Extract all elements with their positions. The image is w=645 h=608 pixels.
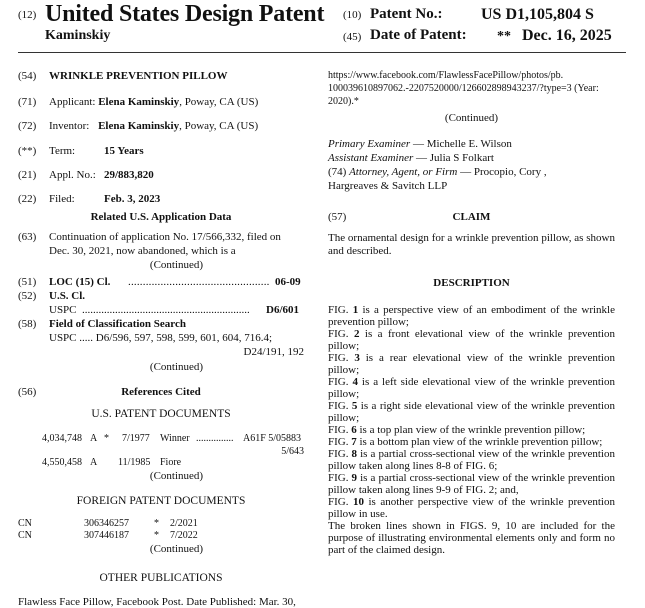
broken-lines-note: The broken lines shown in FIGS. 9, 10 are included for the purpose of illustrating environmental elements only and form no part of the claimed design. bbox=[328, 520, 615, 556]
patent-number-code: (10) bbox=[343, 9, 362, 21]
us-cl-code: (52) bbox=[18, 290, 37, 302]
attorney-firm-line-2: Hargreaves & Savitch LLP bbox=[328, 180, 448, 192]
fig-description: FIG. 4 is a left side elevational view of the wrinkle prevention pillow; bbox=[328, 376, 615, 400]
primary-examiner bbox=[328, 138, 512, 150]
foreign-ref-country: CN bbox=[18, 530, 32, 541]
title-code: (54) bbox=[18, 70, 37, 82]
claim-text: The ornamental design for a wrinkle prevention pillow, as shown and described. bbox=[328, 232, 615, 257]
other-publications-heading: OTHER PUBLICATIONS bbox=[99, 572, 223, 584]
us-cl-label: U.S. Cl. bbox=[49, 290, 86, 302]
fig-description: FIG. 9 is a partial cross-sectional view of the wrinkle prevention pillow taken along lines 9-9 of FIG. 2; and, bbox=[328, 472, 615, 496]
inventor-label: Inventor: bbox=[49, 120, 90, 132]
fig-description: FIG. 3 is a rear elevational view of the wrinkle prevention pillow; bbox=[328, 352, 615, 376]
application-number-code: (21) bbox=[18, 169, 37, 181]
term-code: (**) bbox=[18, 145, 37, 157]
us-ref-dots: ............... bbox=[196, 433, 234, 444]
us-ref-number: 4,550,458 bbox=[42, 457, 82, 468]
fig-description: FIG. 6 is a top plan view of the wrinkle prevention pillow; bbox=[328, 424, 586, 436]
publication-url-line-2: 100039610897062.-2207520000/126602898943237/?type=3 (Year: bbox=[328, 83, 599, 94]
fig-description: FIG. 8 is a partial cross-sectional view of the wrinkle prevention pillow taken along lines 8-8 of FIG. 6; bbox=[328, 448, 615, 472]
attorney-code: (74) bbox=[328, 166, 347, 178]
applicant-location: , Poway, CA (US) bbox=[179, 96, 259, 108]
continuation-line-1: Continuation of application No. 17/566,332, filed on bbox=[49, 231, 281, 243]
date-of-patent-label: Date of Patent: bbox=[370, 27, 467, 43]
field-search-code: (58) bbox=[18, 318, 37, 330]
continued-note-2: (Continued) bbox=[149, 361, 204, 373]
filed-label: Filed: bbox=[49, 193, 75, 205]
continuation-code: (63) bbox=[18, 231, 37, 243]
fig-description: FIG. 1 is a perspective view of an embodiment of the wrinkle prevention pillow; bbox=[328, 304, 615, 328]
applicant-name: Elena Kaminskiy bbox=[98, 96, 180, 108]
fig-description: FIG. 2 is a front elevational view of the wrinkle prevention pillow; bbox=[328, 328, 615, 352]
inventor-row bbox=[49, 120, 258, 132]
uspc-label: USPC bbox=[49, 304, 77, 316]
application-number-value: 29/883,820 bbox=[104, 169, 154, 181]
loc-code: (51) bbox=[18, 276, 37, 288]
header-divider bbox=[18, 52, 626, 53]
inventor-name: Elena Kaminskiy bbox=[98, 120, 180, 132]
fig-description: FIG. 5 is a right side elevational view of the wrinkle prevention pillow; bbox=[328, 400, 616, 424]
term-value: 15 Years bbox=[104, 145, 144, 157]
continuation-line-2: Dec. 30, 2021, now abandoned, which is a bbox=[49, 245, 236, 257]
us-ref-star: * bbox=[104, 433, 109, 444]
loc-value: 06-09 bbox=[275, 276, 301, 288]
inventor-surname: Kaminskiy bbox=[45, 28, 111, 43]
applicant-row bbox=[49, 96, 258, 108]
uspc-value: D6/601 bbox=[266, 304, 299, 316]
term-label: Term: bbox=[49, 145, 76, 157]
applicant-code: (71) bbox=[18, 96, 37, 108]
loc-dots: ................................................ bbox=[128, 276, 270, 288]
us-patent-documents-heading: U.S. PATENT DOCUMENTS bbox=[91, 408, 231, 420]
document-kind-code: (12) bbox=[18, 9, 37, 21]
field-search-label: Field of Classification Search bbox=[49, 318, 186, 330]
references-code: (56) bbox=[18, 386, 37, 398]
uspc-dots: ............................................................. bbox=[82, 304, 250, 316]
foreign-ref-star: * bbox=[154, 530, 159, 541]
foreign-ref-date: 7/2022 bbox=[170, 530, 198, 541]
us-ref-date: 7/1977 bbox=[122, 433, 150, 444]
us-ref-name: Fiore bbox=[160, 457, 182, 468]
patent-number-label: Patent No.: bbox=[370, 6, 443, 22]
foreign-patent-documents-heading: FOREIGN PATENT DOCUMENTS bbox=[76, 495, 246, 507]
filed-value: Feb. 3, 2023 bbox=[104, 193, 161, 205]
date-of-patent-value: Dec. 16, 2025 bbox=[522, 27, 612, 44]
invention-title: WRINKLE PREVENTION PILLOW bbox=[49, 70, 228, 82]
assistant-examiner-label: Assistant Examiner bbox=[328, 152, 414, 164]
inventor-code: (72) bbox=[18, 120, 37, 132]
application-number-label: Appl. No.: bbox=[49, 169, 96, 181]
fig-description: FIG. 10 is another perspective view of the wrinkle prevention pillow in use. bbox=[328, 496, 615, 520]
us-ref-name: Winner bbox=[160, 433, 190, 444]
related-data-heading: Related U.S. Application Data bbox=[90, 211, 232, 223]
references-heading: References Cited bbox=[121, 386, 201, 398]
foreign-ref-star: * bbox=[154, 518, 159, 529]
us-ref-kind: A bbox=[90, 433, 98, 444]
us-ref-kind: A bbox=[90, 457, 98, 468]
field-search-line-1: USPC ..... D6/596, 597, 598, 599, 601, 604, 716.4; bbox=[49, 332, 273, 344]
applicant-label: Applicant: bbox=[49, 96, 96, 108]
continued-note-4: (Continued) bbox=[149, 543, 204, 555]
attorney-firm: — Procopio, Cory , bbox=[457, 166, 547, 178]
us-ref-class-secondary: 5/643 bbox=[281, 446, 304, 457]
continued-note-3: (Continued) bbox=[149, 470, 204, 482]
description-heading: DESCRIPTION bbox=[433, 277, 510, 289]
loc-label: LOC (15) Cl. bbox=[49, 276, 111, 288]
primary-examiner-name: — Michelle E. Wilson bbox=[410, 138, 512, 150]
fig-description: FIG. 7 is a bottom plan view of the wrinkle prevention pillow; bbox=[328, 436, 603, 448]
patent-number-value: US D1,105,804 S bbox=[481, 6, 594, 23]
assistant-examiner bbox=[328, 152, 494, 164]
claim-heading: CLAIM bbox=[452, 211, 491, 223]
foreign-ref-date: 2/2021 bbox=[170, 518, 198, 529]
date-of-patent-code: (45) bbox=[343, 31, 362, 43]
assistant-examiner-name: — Julia S Folkart bbox=[413, 152, 494, 164]
foreign-ref-number: 306346257 bbox=[84, 518, 129, 529]
primary-examiner-label: Primary Examiner bbox=[328, 138, 411, 150]
date-of-patent-stars: ** bbox=[497, 29, 511, 44]
document-title: United States Design Patent bbox=[45, 1, 325, 27]
filed-code: (22) bbox=[18, 193, 37, 205]
foreign-ref-number: 307446187 bbox=[84, 530, 129, 541]
us-ref-number: 4,034,748 bbox=[42, 433, 82, 444]
attorney bbox=[328, 166, 547, 178]
us-ref-date: 11/1985 bbox=[118, 457, 151, 468]
publication-url-line-1: https://www.facebook.com/FlawlessFacePillow/photos/pb. bbox=[328, 70, 564, 81]
other-publication-line: Flawless Face Pillow, Facebook Post. Date Published: Mar. 30, bbox=[18, 596, 296, 608]
figure-descriptions bbox=[328, 304, 615, 556]
inventor-location: , Poway, CA (US) bbox=[179, 120, 259, 132]
field-search-line-2: D24/191, 192 bbox=[243, 346, 304, 358]
publication-url-line-3: 2020).* bbox=[328, 96, 359, 107]
foreign-ref-country: CN bbox=[18, 518, 32, 529]
continued-note-1: (Continued) bbox=[149, 259, 204, 271]
attorney-label: Attorney, Agent, or Firm bbox=[349, 166, 458, 178]
us-ref-class: A61F 5/05883 bbox=[243, 433, 302, 444]
claim-code: (57) bbox=[328, 211, 347, 223]
continued-note-right: (Continued) bbox=[444, 112, 499, 124]
